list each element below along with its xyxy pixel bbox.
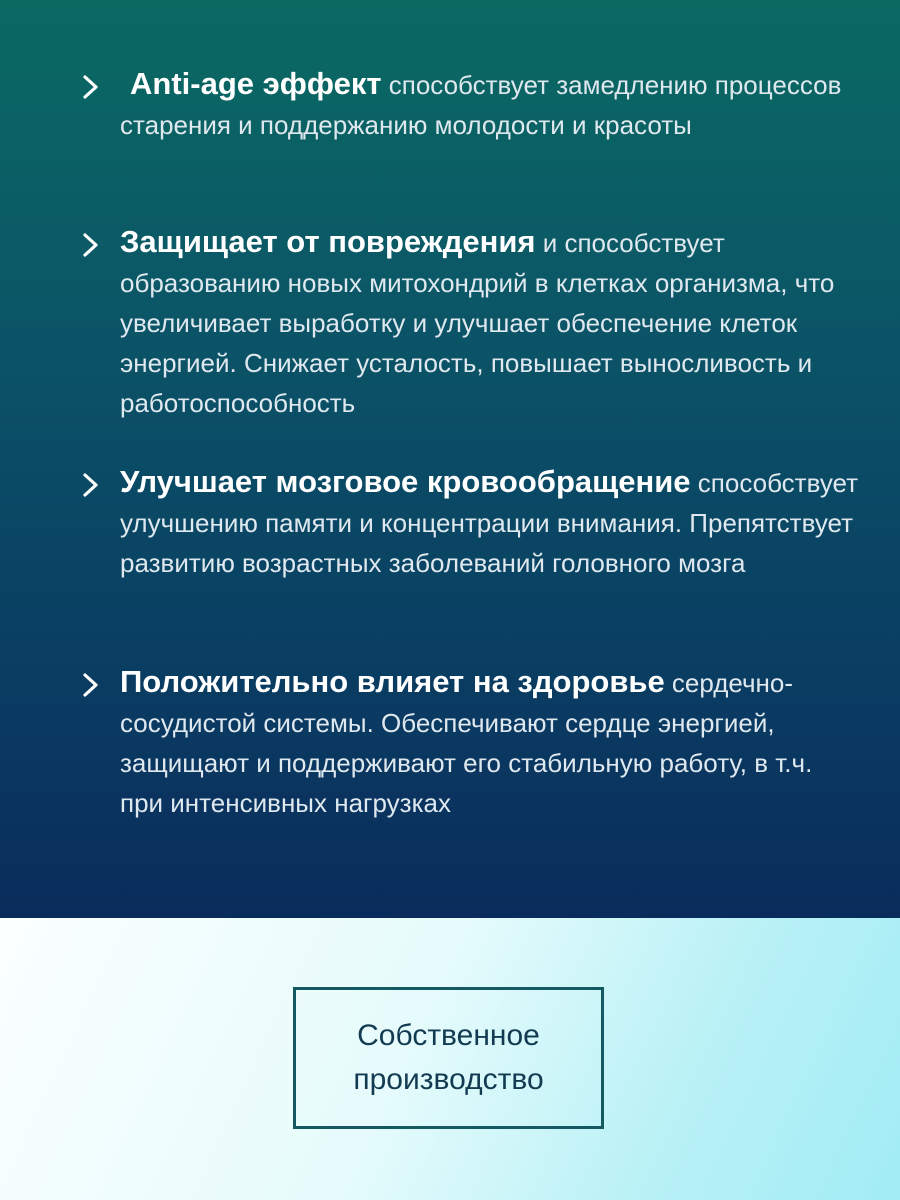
benefit-paragraph: [120, 662, 860, 823]
badge-line-1: Собственное: [357, 1019, 540, 1052]
benefit-paragraph: [120, 64, 860, 145]
chevron-right-icon: [78, 232, 104, 258]
chevron-right-icon: [78, 672, 104, 698]
badge-line-2: производство: [353, 1063, 544, 1096]
benefit-title: Anti-age эффект: [130, 66, 382, 101]
benefit-paragraph: [120, 222, 860, 423]
benefit-title: Улучшает мозговое кровообращение: [120, 464, 691, 499]
benefit-description: сердечно-сосудистой системы. Обеспечивают сердце энергией, защищают и поддерживают его стабильную работу, в т.ч. при интенсивных нагрузках: [120, 668, 813, 818]
benefit-description: способствует улучшению памяти и концентрации внимания. Препятствует развитию возрастных заболеваний головного мозга: [120, 468, 859, 578]
benefit-title: Защищает от повреждения: [120, 224, 536, 259]
production-panel: [0, 918, 900, 1200]
benefit-paragraph: [120, 462, 860, 583]
benefit-description: и способствует образованию новых митохондрий в клетках организма, что увеличивает выработку и улучшает обеспечение клеток энергией. Снижает усталость, повышает выносливость и работоспособность: [120, 228, 835, 418]
chevron-right-icon: [78, 74, 104, 100]
badge-label: [353, 1014, 543, 1102]
chevron-right-icon: [78, 472, 104, 498]
benefit-title: Положительно влияет на здоровье: [120, 664, 665, 699]
benefit-description: способствует замедлению процессов старения и поддержанию молодости и красоты: [120, 70, 842, 140]
own-production-badge: [293, 987, 604, 1129]
